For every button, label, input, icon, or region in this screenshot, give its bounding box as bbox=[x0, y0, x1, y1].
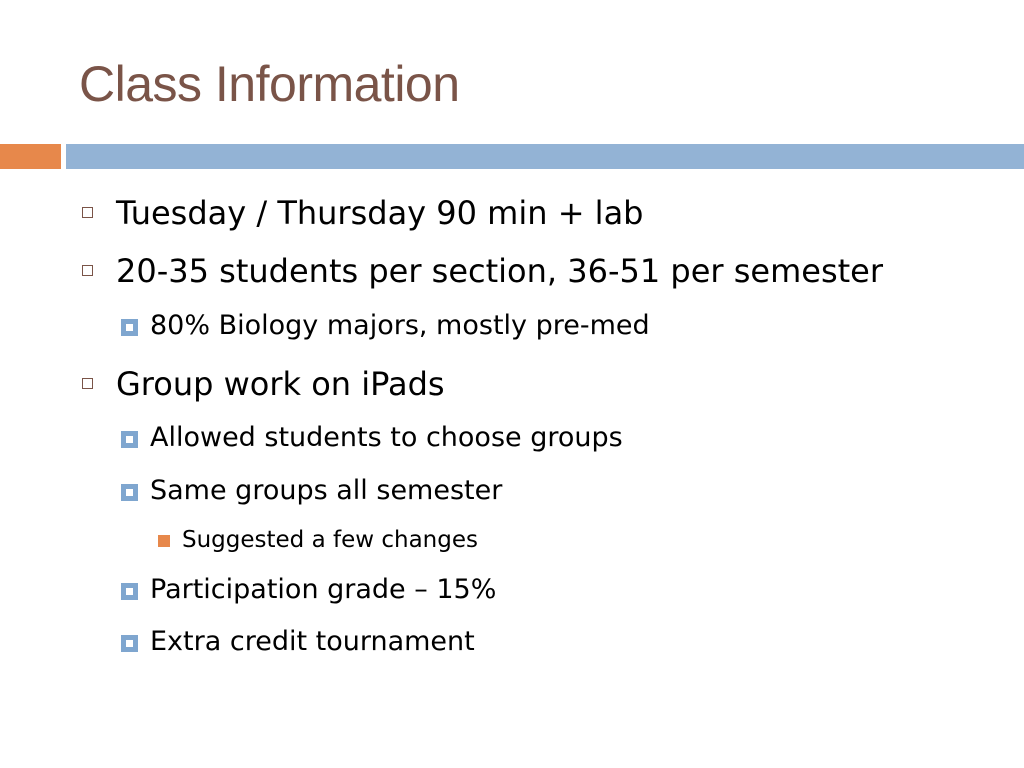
hollow-square-bullet-icon bbox=[82, 265, 93, 276]
boxed-square-bullet-icon bbox=[121, 431, 138, 448]
boxed-square-bullet-icon bbox=[121, 583, 138, 600]
bullet-text: Group work on iPads bbox=[116, 365, 445, 403]
sub-bullet-text: Same groups all semester bbox=[150, 475, 503, 506]
bullet-text: 20-35 students per section, 36-51 per semester bbox=[116, 252, 884, 290]
bullet-text: Tuesday / Thursday 90 min + lab bbox=[116, 194, 644, 232]
boxed-square-bullet-icon bbox=[121, 319, 138, 336]
hollow-square-bullet-icon bbox=[82, 207, 93, 218]
title-accent-bar bbox=[0, 144, 61, 169]
boxed-square-bullet-icon bbox=[121, 484, 138, 501]
sub-sub-bullet-text: Suggested a few changes bbox=[182, 527, 478, 553]
slide-title: Class Information bbox=[79, 56, 460, 112]
boxed-square-bullet-icon bbox=[121, 635, 138, 652]
sub-bullet-text: Allowed students to choose groups bbox=[150, 422, 623, 453]
title-rule-bar bbox=[66, 144, 1024, 169]
filled-square-bullet-icon bbox=[158, 535, 170, 547]
sub-bullet-text: Participation grade – 15% bbox=[150, 574, 497, 605]
sub-bullet-text: 80% Biology majors, mostly pre-med bbox=[150, 310, 650, 341]
sub-bullet-text: Extra credit tournament bbox=[150, 626, 475, 657]
hollow-square-bullet-icon bbox=[82, 378, 93, 389]
